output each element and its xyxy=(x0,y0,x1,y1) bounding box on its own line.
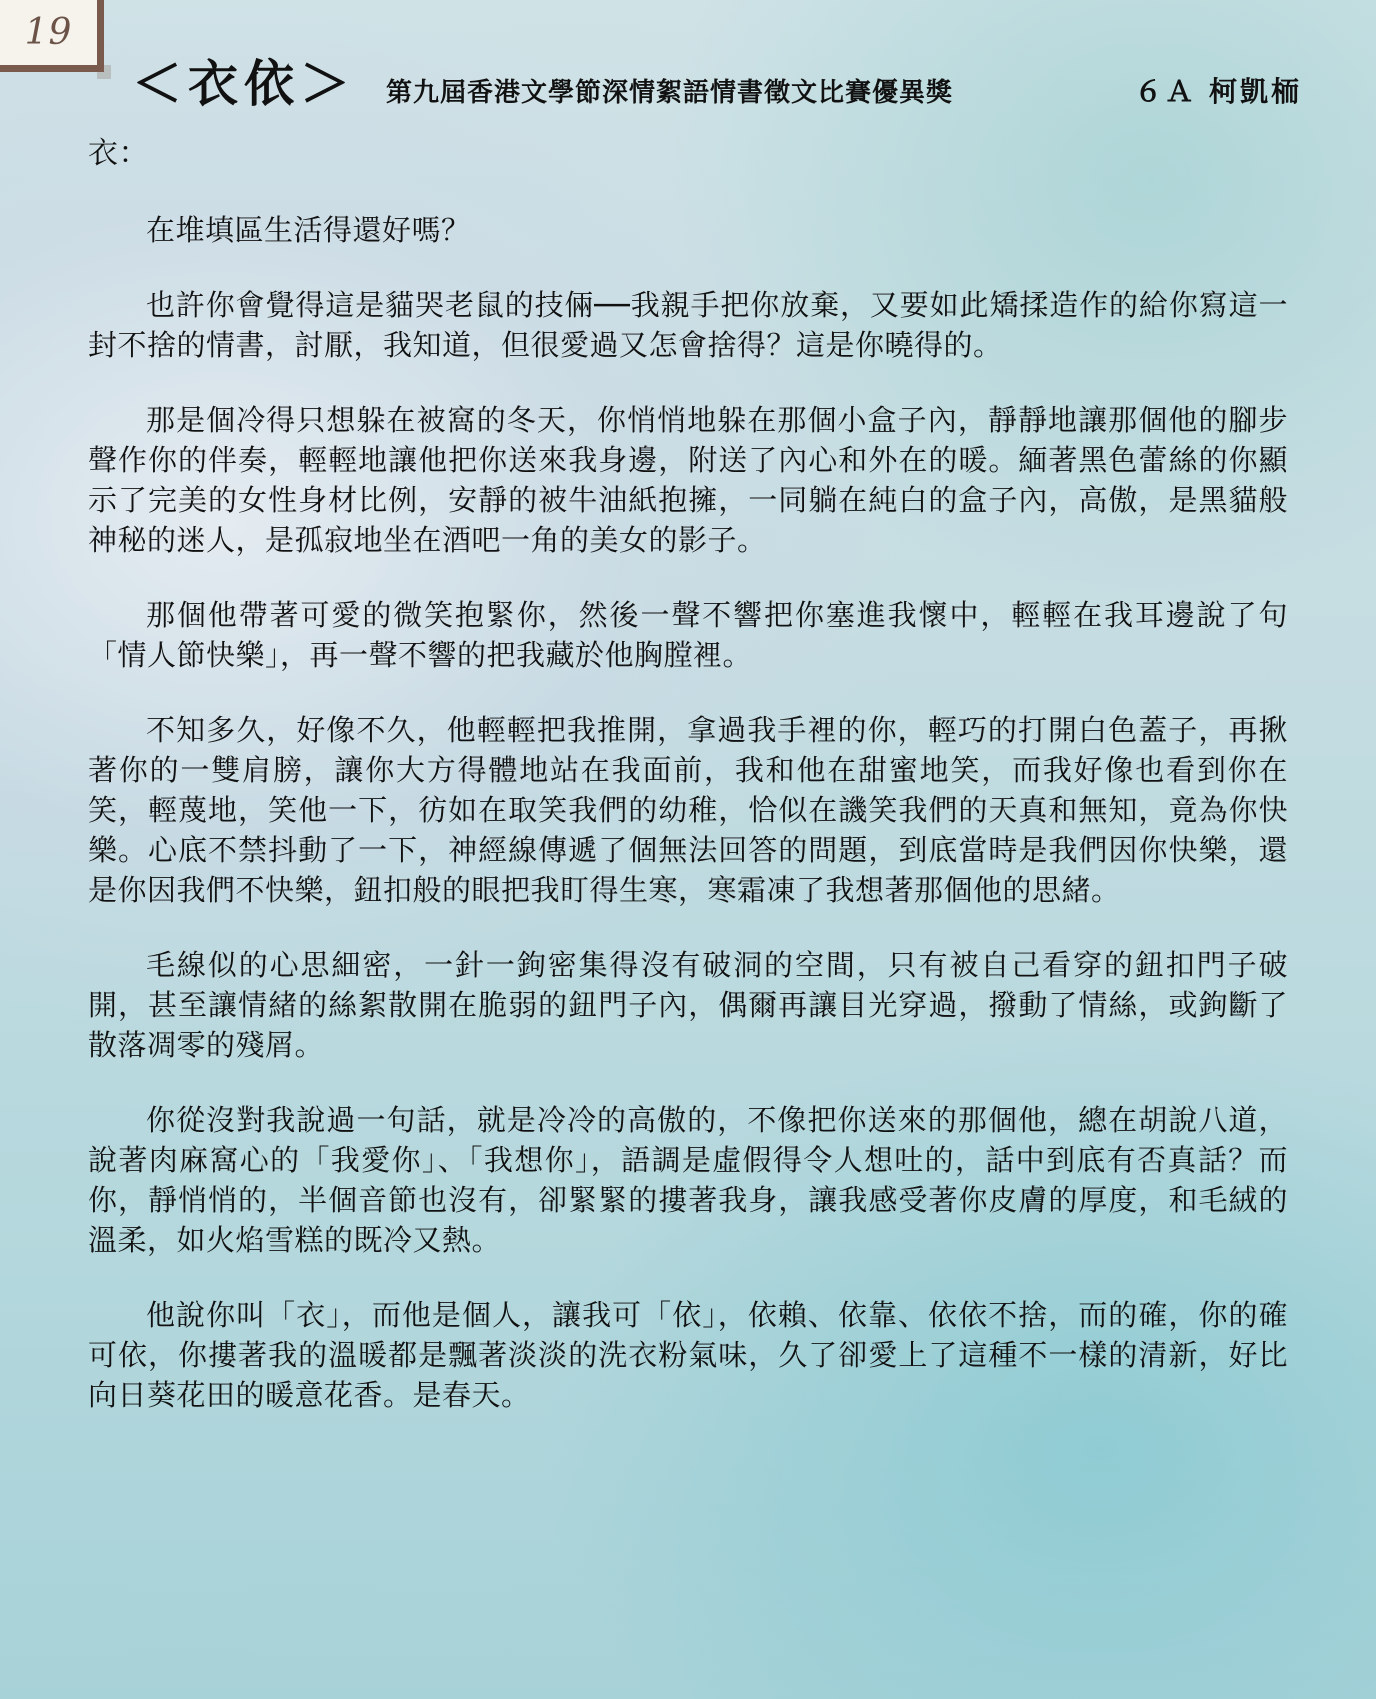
letter-paragraph: 你從沒對我說過一句話，就是冷冷的高傲的，不像把你送來的那個他，總在胡說八道，說著肉麻窩心的「我愛你」、「我想你」，語調是虛假得令人想吐的，話中到底有否真話？而你，靜悄悄的，半個音節也沒有，卻緊緊的摟著我身，讓我感受著你皮膚的厚度，和毛絨的溫柔，如火焰雪糕的既冷又熱。 xyxy=(88,1103,1288,1257)
letter-paragraph: 也許你會覺得這是貓哭老鼠的技倆──我親手把你放棄，又要如此矯揉造作的給你寫這一封不捨的情書，討厭，我知道，但很愛過又怎會捨得？這是你曉得的。 xyxy=(88,288,1288,362)
page-number: 19 xyxy=(24,12,73,53)
letter-salutation: 衣： xyxy=(88,136,149,171)
letter-body xyxy=(88,134,1288,1450)
award-caption: 第九屆香港文學節深情絮語情書徵文比賽優異獎 xyxy=(386,78,954,108)
letter-paragraph: 那個他帶著可愛的微笑抱緊你，然後一聲不響把你塞進我懷中，輕輕在我耳邊說了句「情人節快樂」，再一聲不響的把我藏於他胸膛裡。 xyxy=(88,598,1288,672)
article-header xyxy=(132,44,1302,114)
page-number-badge xyxy=(0,0,104,72)
letter-paragraph: 那是個冷得只想躲在被窩的冬天，你悄悄地躲在那個小盒子內，靜靜地讓那個他的腳步聲作你的伴奏，輕輕地讓他把你送來我身邊，附送了內心和外在的暖。緬著黑色蕾絲的你顯示了完美的女性身材比例，安靜的被牛油紙抱擁，一同躺在純白的盒子內，高傲，是黑貓般神秘的迷人，是孤寂地坐在酒吧一角的美女的影子。 xyxy=(88,403,1288,557)
letter-paragraph: 他說你叫「衣」，而他是個人，讓我可「依」，依賴、依靠、依依不捨，而的確，你的確可依，你摟著我的溫暖都是飄著淡淡的洗衣粉氣味，久了卻愛上了這種不一樣的清新，好比向日葵花田的暖意花香。是春天。 xyxy=(88,1298,1288,1412)
letter-paragraph: 不知多久，好像不久，他輕輕把我推開，拿過我手裡的你，輕巧的打開白色蓋子，再揪著你的一雙肩膀，讓你大方得體地站在我面前，我和他在甜蜜地笑，而我好像也看到你在笑，輕蔑地，笑他一下，彷如在取笑我們的幼稚，恰似在譏笑我們的天真和無知，竟為你快樂。心底不禁抖動了一下，神經線傳遞了個無法回答的問題，到底當時是我們因你快樂，還是你因我們不快樂，鈕扣般的眼把我盯得生寒，寒霜凍了我想著那個他的思緒。 xyxy=(88,713,1288,907)
author-name: ６Ａ 柯凱栭 xyxy=(1134,75,1302,108)
letter-paragraph: 在堆填區生活得還好嗎？ xyxy=(146,213,471,247)
letter-paragraph: 毛線似的心思細密，一針一鉤密集得沒有破洞的空間，只有被自己看穿的鈕扣門子破開，甚至讓情緒的絲絮散開在脆弱的鈕門子內，偶爾再讓目光穿過，撥動了情絲，或鉤斷了散落凋零的殘屑。 xyxy=(88,948,1288,1062)
article-title: ＜衣依＞ xyxy=(132,54,356,113)
